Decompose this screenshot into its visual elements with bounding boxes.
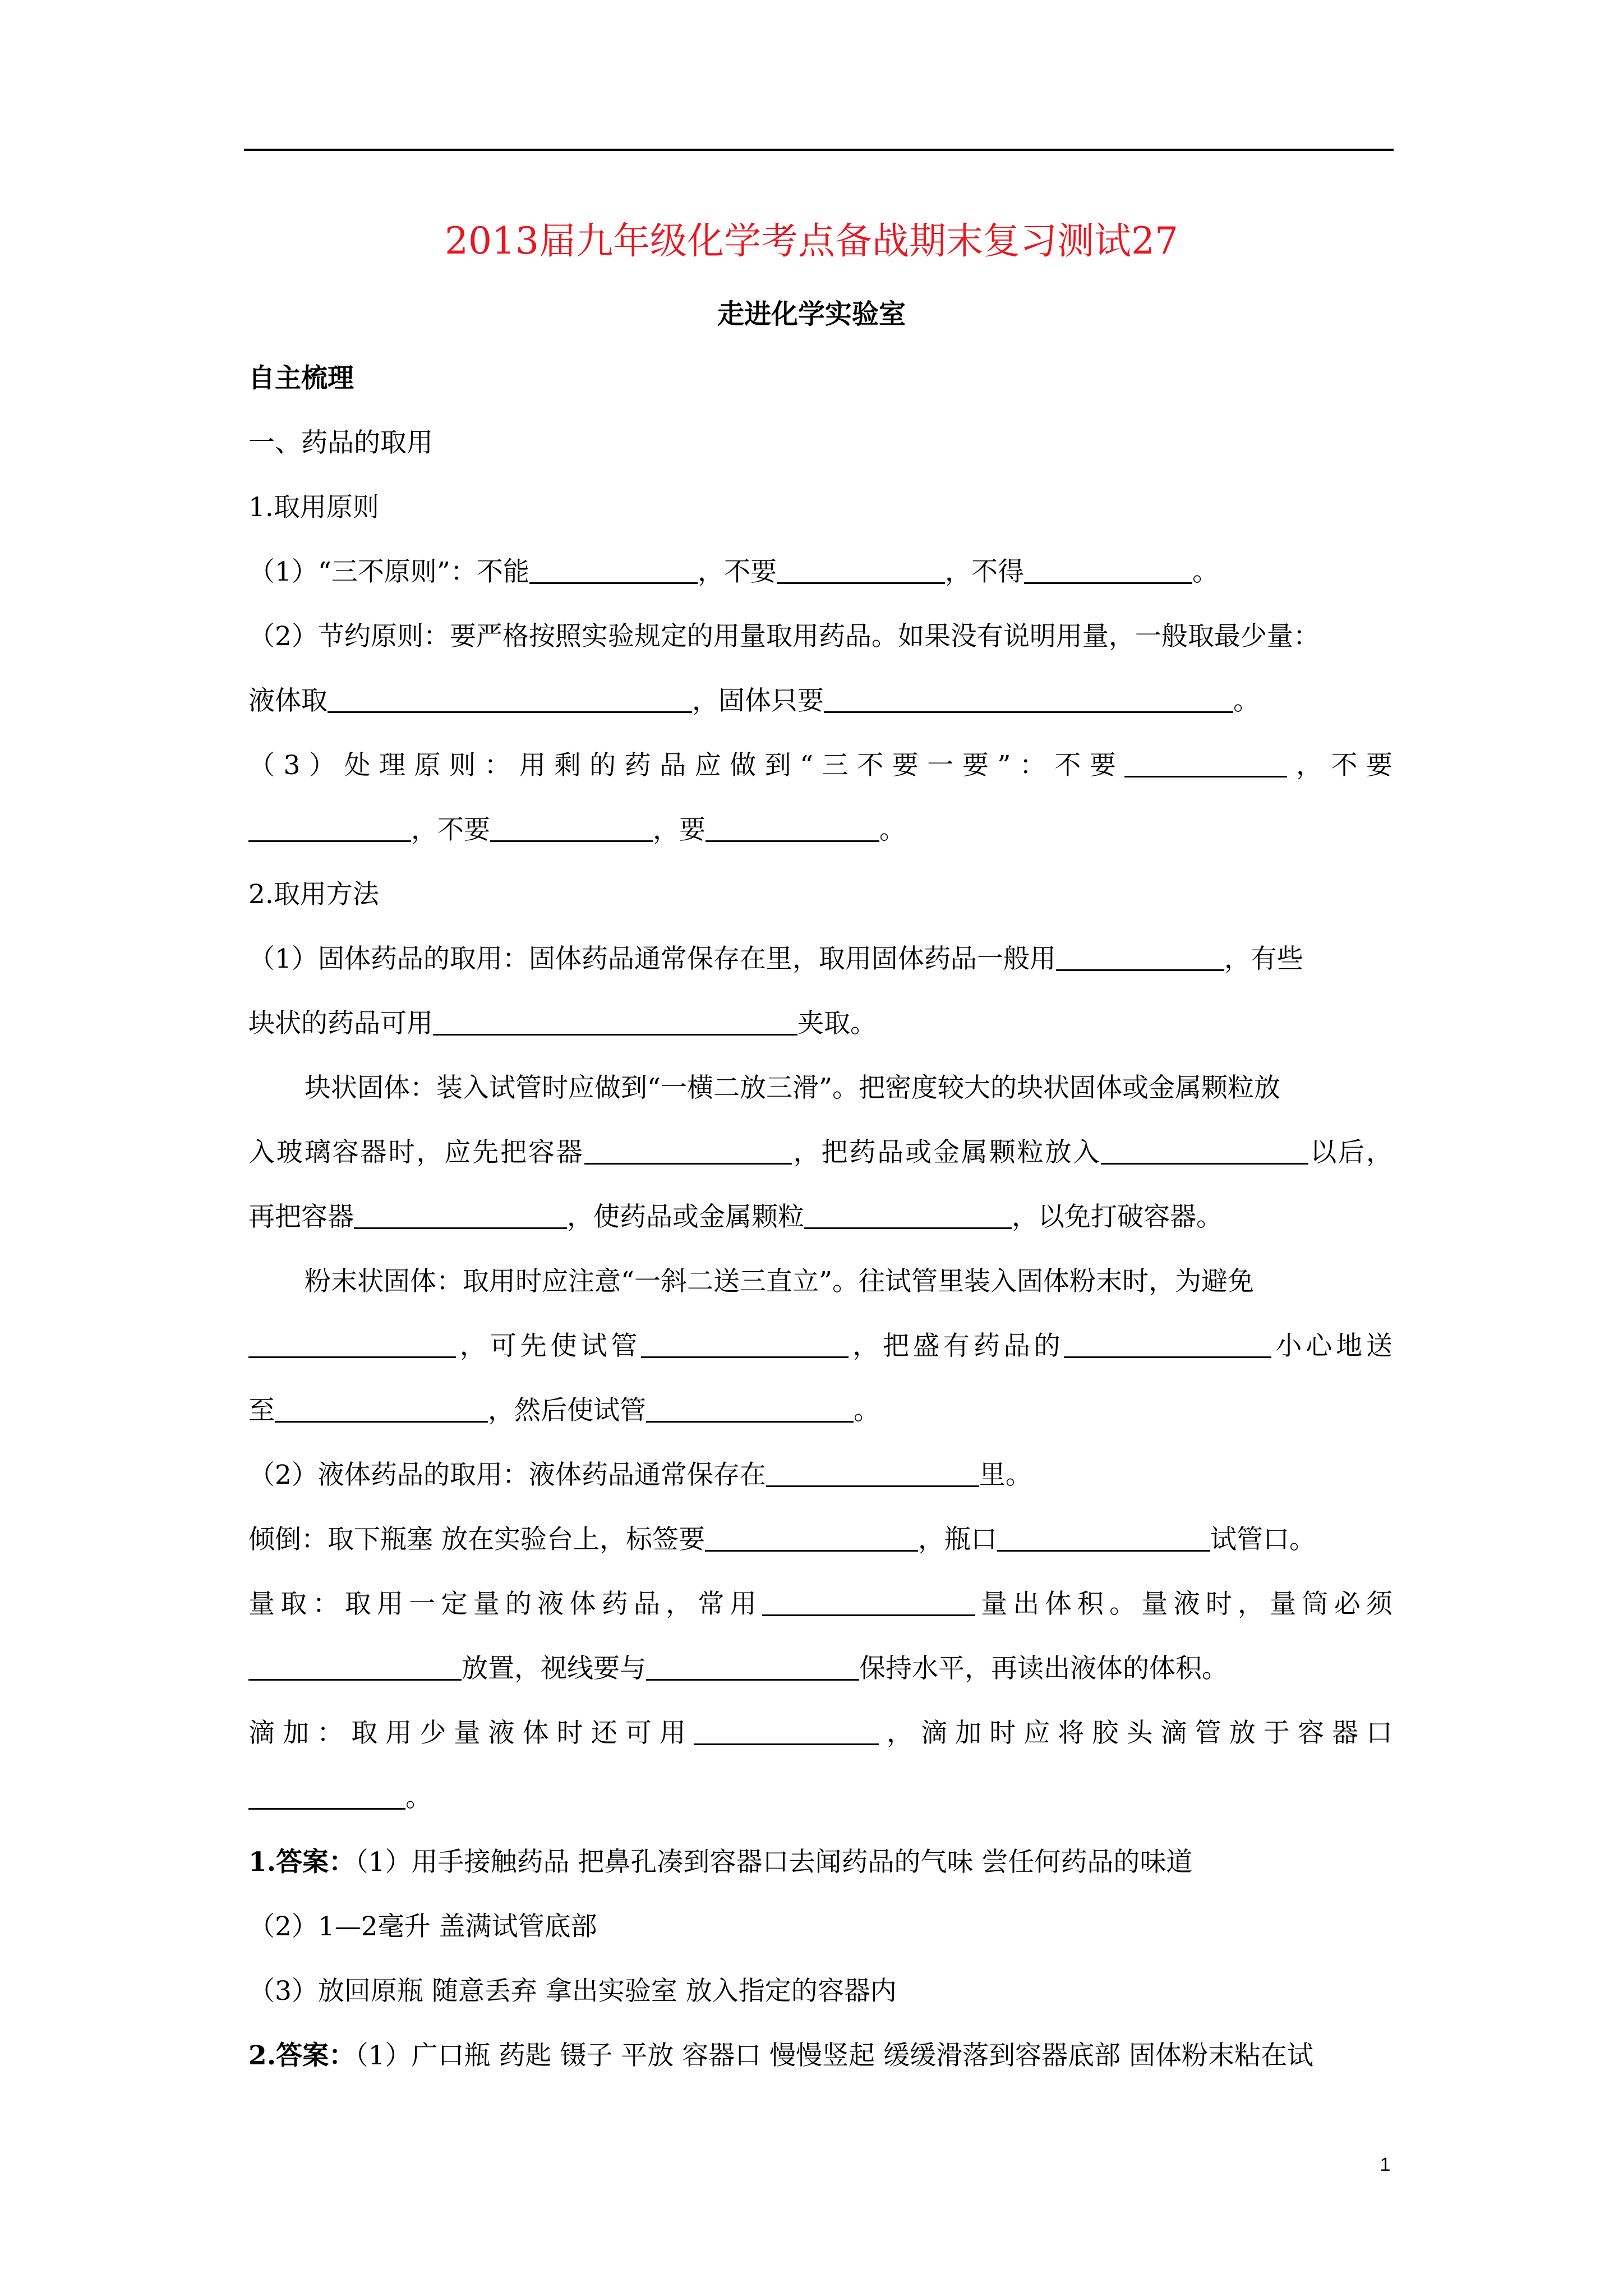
line-dropping-2 xyxy=(248,1775,1393,1820)
line-saving-amounts xyxy=(248,679,1393,724)
fill-blank xyxy=(706,812,879,842)
fill-blank xyxy=(529,554,698,584)
line-lump-solid-3 xyxy=(248,1195,1393,1240)
text: 量出体积。量液时，量筒必须 xyxy=(975,1589,1393,1619)
text: 量取：取用一定量的液体药品，常用 xyxy=(248,1589,762,1619)
text: 夹取。 xyxy=(797,1008,877,1039)
line-lump-solid: 块状固体：装入试管时应做到“一横二放三滑”。把密度较大的块状固体或金属颗粒放 xyxy=(305,1073,1281,1103)
text: 试管口。 xyxy=(1210,1524,1316,1555)
fill-blank xyxy=(248,1780,405,1810)
answer-text: （1）广口瓶 药匙 镊子 平放 容器口 慢慢竖起 缓缓滑落到容器底部 固体粉末粘在试 xyxy=(355,2040,1314,2071)
answer-label: 1.答案： xyxy=(248,1847,356,1878)
fill-blank xyxy=(804,1199,1012,1229)
fill-blank xyxy=(275,1393,488,1423)
text: ，不得 xyxy=(944,556,1024,587)
text: ，要 xyxy=(653,815,706,845)
text: 块状的药品可用 xyxy=(248,1008,433,1039)
text: 至 xyxy=(248,1395,275,1426)
fill-blank xyxy=(694,1715,879,1745)
text: 入玻璃容器时，应先把容器 xyxy=(248,1137,584,1168)
text: ，固体只要 xyxy=(692,685,824,716)
text: （1）“三不原则”：不能 xyxy=(248,556,529,587)
text: 液体取 xyxy=(248,685,328,716)
text: 放置，视线要与 xyxy=(462,1653,646,1684)
text: 。 xyxy=(879,815,906,845)
fill-blank xyxy=(641,1328,849,1358)
fill-blank xyxy=(824,683,1233,713)
text: 滴加：取用少量液体时还可用 xyxy=(248,1718,694,1749)
fill-blank xyxy=(705,1522,918,1552)
fill-blank xyxy=(1064,1328,1271,1358)
text: ，把药品或金属颗粒放入 xyxy=(791,1137,1101,1168)
text: ，不要 xyxy=(1287,750,1393,781)
section-heading: 自主梳理 xyxy=(248,363,354,394)
line-liquid-drugs xyxy=(248,1453,1393,1498)
text: 。 xyxy=(1233,685,1260,716)
fill-blank xyxy=(248,1651,462,1681)
fill-blank xyxy=(762,1586,975,1616)
text: 。 xyxy=(1192,556,1219,587)
line-measuring xyxy=(248,1582,1393,1627)
fill-blank xyxy=(584,1135,792,1165)
fill-blank xyxy=(328,683,692,713)
text: 里。 xyxy=(979,1460,1032,1490)
fill-blank xyxy=(1124,748,1287,777)
text: （2）液体药品的取用：液体药品通常保存在 xyxy=(248,1460,766,1490)
text: （1）固体药品的取用：固体药品通常保存在里，取用固体药品一般用 xyxy=(248,944,1056,974)
fill-blank xyxy=(354,1199,567,1229)
fill-blank xyxy=(1101,1135,1308,1165)
text: ，使药品或金属颗粒 xyxy=(567,1202,804,1232)
text: 再把容器 xyxy=(248,1202,354,1232)
line-lump-drugs xyxy=(248,1001,1393,1046)
answer-1 xyxy=(248,1840,1393,1885)
text: ，然后使试管 xyxy=(488,1395,646,1426)
subheading-principles: 1.取用原则 xyxy=(248,492,379,523)
text: 以后， xyxy=(1308,1137,1393,1168)
text: 。 xyxy=(405,1782,432,1813)
answer-label: 2.答案： xyxy=(248,2040,356,2071)
text: 保持水平，再读出液体的体积。 xyxy=(859,1653,1228,1684)
header-rule xyxy=(244,149,1394,151)
fill-blank xyxy=(1056,941,1224,971)
line-powder-solid-2 xyxy=(248,1324,1393,1369)
answer-2 xyxy=(248,2033,1393,2078)
page-number: 1 xyxy=(1380,2154,1391,2175)
fill-blank xyxy=(433,1006,797,1036)
fill-blank xyxy=(777,554,945,584)
fill-blank xyxy=(646,1393,854,1423)
text: ，不要 xyxy=(411,815,490,845)
fill-blank xyxy=(248,812,411,842)
page-subtitle: 走进化学实验室 xyxy=(717,298,906,330)
text: 小心地送 xyxy=(1271,1331,1393,1361)
text: ，以免打破容器。 xyxy=(1012,1202,1223,1232)
fill-blank xyxy=(766,1457,979,1487)
fill-blank xyxy=(248,1328,456,1358)
heading-drug-taking: 一、药品的取用 xyxy=(248,427,433,458)
text: 倾倒：取下瓶塞 放在实验台上，标签要 xyxy=(248,1524,705,1555)
line-saving-principle: （2）节约原则：要严格按照实验规定的用量取用药品。如果没有说明用量，一般取最少量： xyxy=(248,621,1320,652)
answer-1-part-3: （3）放回原瓶 随意丢弃 拿出实验室 放入指定的容器内 xyxy=(248,1976,897,2007)
fill-blank xyxy=(1024,554,1192,584)
line-disposal-principle xyxy=(248,743,1393,788)
text: ，滴加时应将胶头滴管放于容器口 xyxy=(878,1718,1393,1749)
fill-blank xyxy=(490,812,653,842)
text: ，把盛有药品的 xyxy=(849,1331,1064,1361)
line-solid-drugs xyxy=(248,937,1393,982)
fill-blank xyxy=(646,1651,859,1681)
text: ，可先使试管 xyxy=(456,1331,642,1361)
line-powder-solid-3 xyxy=(248,1388,1393,1433)
subheading-methods: 2.取用方法 xyxy=(248,879,379,910)
line-disposal-blanks xyxy=(248,808,1393,853)
text: ，瓶口 xyxy=(917,1524,997,1555)
line-lump-solid-2 xyxy=(248,1130,1393,1175)
line-powder-solid: 粉末状固体：取用时应注意“一斜二送三直立”。往试管里装入固体粉末时，为避免 xyxy=(305,1266,1255,1297)
fill-blank xyxy=(997,1522,1210,1552)
answer-1-part-2: （2）1—2毫升 盖满试管底部 xyxy=(248,1911,597,1942)
text: ，不要 xyxy=(697,556,777,587)
answer-text: （1）用手接触药品 把鼻孔凑到容器口去闻药品的气味 尝任何药品的味道 xyxy=(355,1847,1193,1878)
line-pouring xyxy=(248,1517,1393,1562)
text: （3）处理原则：用剩的药品应做到“三不要一要”：不要 xyxy=(248,750,1125,781)
line-three-no-principle xyxy=(248,550,1393,595)
text: ，有些 xyxy=(1224,944,1303,974)
line-dropping xyxy=(248,1711,1393,1756)
text: 。 xyxy=(854,1395,880,1426)
page-title: 2013届九年级化学考点备战期末复习测试27 xyxy=(445,219,1178,263)
line-measuring-2 xyxy=(248,1646,1393,1691)
